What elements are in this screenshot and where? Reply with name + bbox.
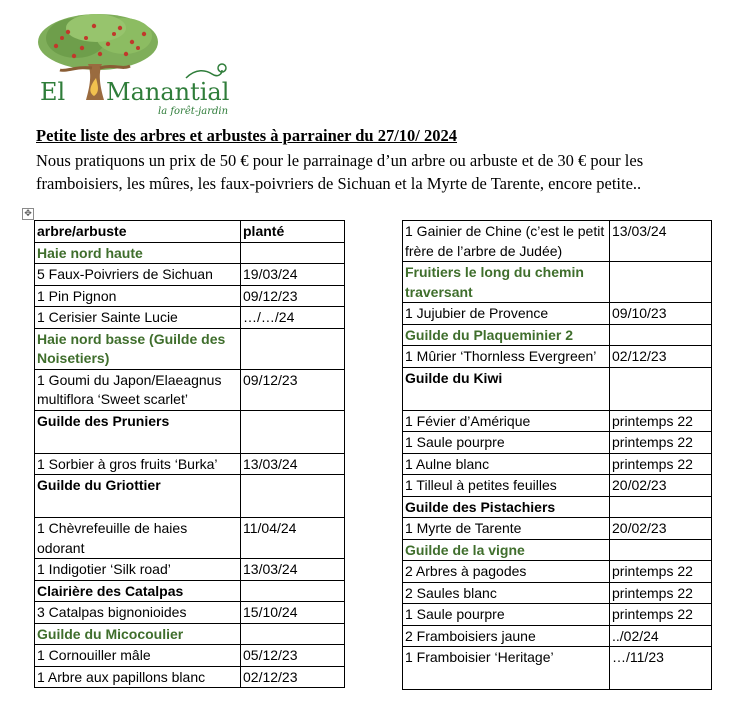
- planted-date: [610, 262, 712, 303]
- planted-date: 13/03/24: [610, 221, 712, 262]
- guild-row: [35, 328, 345, 369]
- table-row: [403, 561, 712, 583]
- planted-date: …/11/23: [610, 647, 712, 690]
- planted-date: 13/03/24: [241, 559, 345, 581]
- table-row: [403, 582, 712, 604]
- tree-name: 1 Goumi du Japon/Elaeagnus multiflora ‘Sweet scarlet’: [35, 369, 241, 410]
- table-row: [403, 453, 712, 475]
- table-row: [35, 666, 345, 688]
- guild-row: [403, 496, 712, 518]
- table-row: [403, 475, 712, 497]
- table-row: [35, 559, 345, 581]
- guild-name: Haie nord haute: [35, 242, 241, 264]
- planted-date: 15/10/24: [241, 602, 345, 624]
- guild-row: [403, 539, 712, 561]
- planted-date: 09/10/23: [610, 303, 712, 325]
- planted-date: 20/02/23: [610, 518, 712, 540]
- right-sponsorship-table: [402, 220, 712, 690]
- document-heading: Petite liste des arbres et arbustes à parrainer du 27/10/ 2024: [36, 126, 458, 145]
- table-row: [403, 518, 712, 540]
- guild-name: Guilde des Pruniers: [35, 410, 241, 453]
- planted-date: [241, 242, 345, 264]
- table-row: [403, 221, 712, 262]
- guild-name: Haie nord basse (Guilde des Noisetiers): [35, 328, 241, 369]
- guild-name: Guilde du Griottier: [35, 475, 241, 518]
- planted-date: [241, 475, 345, 518]
- tree-name: 1 Aulne blanc: [403, 453, 610, 475]
- planted-date: 09/12/23: [241, 285, 345, 307]
- el-manantial-logo: [36, 8, 246, 120]
- guild-row: [35, 580, 345, 602]
- guild-row: [403, 367, 712, 410]
- planted-date: 02/12/23: [241, 666, 345, 688]
- planted-date: [241, 623, 345, 645]
- table-row: [35, 285, 345, 307]
- planted-date: [610, 496, 712, 518]
- planted-date: [241, 328, 345, 369]
- intro-paragraph: Nous pratiquons un prix de 50 € pour le parrainage d’un arbre ou arbuste et de 30 € pour les framboisiers, les mûres, les faux-poivriers de Sichuan et la Myrte de Tarente, encore petite..: [36, 151, 644, 193]
- guild-name: Guilde des Pistachiers: [403, 496, 610, 518]
- tree-name: 1 Myrte de Tarente: [403, 518, 610, 540]
- planted-date: [610, 324, 712, 346]
- tree-name: 1 Chèvrefeuille de haies odorant: [35, 518, 241, 559]
- planted-date: 05/12/23: [241, 645, 345, 667]
- guild-row: [35, 475, 345, 518]
- planted-date: printemps 22: [610, 604, 712, 626]
- guild-name: Fruitiers le long du chemin traversant: [403, 262, 610, 303]
- logo-wordmark-2: Manantial: [106, 78, 230, 106]
- planted-date: printemps 22: [610, 561, 712, 583]
- planted-date: 11/04/24: [241, 518, 345, 559]
- tree-name: 1 Févier d’Amérique: [403, 410, 610, 432]
- guild-name: Guilde du Kiwi: [403, 367, 610, 410]
- tree-name: 1 Cerisier Sainte Lucie: [35, 307, 241, 329]
- table-row: [35, 518, 345, 559]
- guild-name: Guilde du Micocoulier: [35, 623, 241, 645]
- tree-name: 1 Arbre aux papillons blanc: [35, 666, 241, 688]
- tree-name: 1 Cornouiller mâle: [35, 645, 241, 667]
- tree-name: 1 Sorbier à gros fruits ‘Burka’: [35, 453, 241, 475]
- planted-date: [610, 539, 712, 561]
- planted-date: [241, 410, 345, 453]
- planted-date: [610, 367, 712, 410]
- planted-date: printemps 22: [610, 410, 712, 432]
- table-row: [403, 410, 712, 432]
- table-row: [35, 307, 345, 329]
- tree-name: 1 Pin Pignon: [35, 285, 241, 307]
- tree-name: 1 Gainier de Chine (c’est le petit frère de l’arbre de Judée): [403, 221, 610, 262]
- planted-date: …/…/24: [241, 307, 345, 329]
- table-move-handle-icon[interactable]: ✥: [22, 208, 34, 220]
- column-header-tree: arbre/arbuste: [35, 221, 241, 243]
- column-header-planted: planté: [241, 221, 345, 243]
- table-row: [35, 369, 345, 410]
- planted-date: 13/03/24: [241, 453, 345, 475]
- tree-name: 2 Saules blanc: [403, 582, 610, 604]
- table-row: [403, 303, 712, 325]
- table-row: [35, 645, 345, 667]
- planted-date: printemps 22: [610, 453, 712, 475]
- table-row: [403, 625, 712, 647]
- tree-name: 1 Framboisier ‘Heritage’: [403, 647, 610, 690]
- table-row: [403, 346, 712, 368]
- tree-name: 2 Framboisiers jaune: [403, 625, 610, 647]
- guild-name: Guilde du Plaqueminier 2: [403, 324, 610, 346]
- tree-name: 1 Indigotier ‘Silk road’: [35, 559, 241, 581]
- tree-name: 3 Catalpas bignonioides: [35, 602, 241, 624]
- table-row: [403, 432, 712, 454]
- logo-subtitle: la forêt-jardin: [158, 106, 229, 117]
- planted-date: 19/03/24: [241, 264, 345, 286]
- guild-name: Guilde de la vigne: [403, 539, 610, 561]
- planted-date: ../02/24: [610, 625, 712, 647]
- guild-row: [35, 242, 345, 264]
- logo-wordmark: El: [40, 78, 66, 106]
- table-header-row: [35, 221, 345, 243]
- left-sponsorship-table: [34, 220, 345, 688]
- tree-name: 2 Arbres à pagodes: [403, 561, 610, 583]
- planted-date: 02/12/23: [610, 346, 712, 368]
- table-row: [35, 264, 345, 286]
- planted-date: printemps 22: [610, 432, 712, 454]
- guild-row: [35, 623, 345, 645]
- table-row: [403, 604, 712, 626]
- tree-name: 5 Faux-Poivriers de Sichuan: [35, 264, 241, 286]
- tree-name: 1 Saule pourpre: [403, 432, 610, 454]
- guild-row: [403, 262, 712, 303]
- guild-name: Clairière des Catalpas: [35, 580, 241, 602]
- guild-row: [403, 324, 712, 346]
- planted-date: printemps 22: [610, 582, 712, 604]
- planted-date: 09/12/23: [241, 369, 345, 410]
- tree-name: 1 Mûrier ‘Thornless Evergreen’: [403, 346, 610, 368]
- planted-date: [241, 580, 345, 602]
- tree-name: 1 Jujubier de Provence: [403, 303, 610, 325]
- table-row: [403, 647, 712, 690]
- guild-row: [35, 410, 345, 453]
- tree-name: 1 Saule pourpre: [403, 604, 610, 626]
- table-row: [35, 602, 345, 624]
- planted-date: 20/02/23: [610, 475, 712, 497]
- tree-name: 1 Tilleul à petites feuilles: [403, 475, 610, 497]
- table-row: [35, 453, 345, 475]
